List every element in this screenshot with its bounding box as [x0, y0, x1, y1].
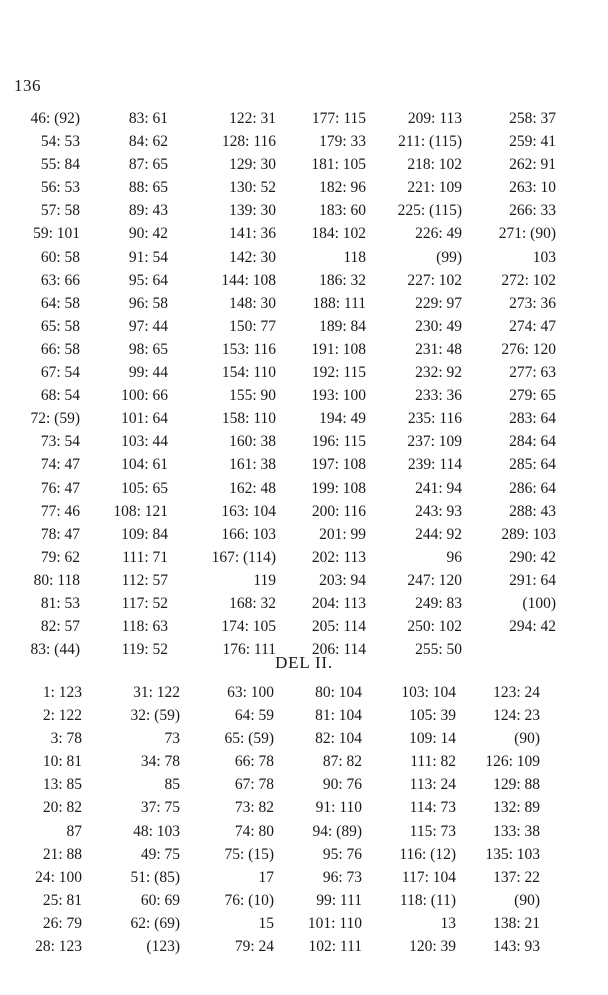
index-entry: 99: 44	[128, 364, 168, 382]
index-entry: 103	[532, 248, 556, 266]
page-number: 136	[14, 76, 41, 95]
index-entry: 284: 64	[509, 433, 556, 451]
index-entry: 82: 104	[315, 730, 362, 748]
index-entry: 118	[343, 248, 366, 266]
index-entry: 197: 108	[311, 456, 366, 474]
index-entry: 189: 84	[319, 317, 366, 335]
index-entry: 183: 60	[319, 202, 366, 220]
index-entry: 188: 111	[312, 294, 366, 312]
index-entry: 101: 110	[307, 914, 362, 932]
index-entry: 80: 118	[33, 571, 80, 589]
index-entry: 111: 71	[122, 548, 168, 566]
index-entry: 124: 23	[493, 707, 540, 725]
index-entry: 113: 24	[409, 776, 456, 794]
index-entry: 91: 54	[128, 248, 168, 266]
index-entry: 274: 47	[509, 317, 556, 335]
index-entry: 73: 54	[40, 433, 80, 451]
index-entry: 120: 39	[409, 938, 456, 956]
index-entry: 137: 22	[493, 868, 540, 886]
index-entry: 77: 46	[40, 502, 80, 520]
index-entry: 89: 43	[128, 202, 168, 220]
index-entry: 226: 49	[415, 225, 462, 243]
index-entry: 95: 64	[128, 271, 168, 289]
index-entry: 277: 63	[509, 364, 556, 382]
index-entry: 249: 83	[415, 594, 462, 612]
index-entry: 100: 66	[121, 387, 168, 405]
index-entry: 59: 101	[33, 225, 80, 243]
index-entry: 262: 91	[509, 156, 556, 174]
index-entry: 266: 33	[509, 202, 556, 220]
index-entry: 201: 99	[319, 525, 366, 543]
index-entry: 118: 63	[121, 618, 168, 636]
index-entry: 209: 113	[407, 110, 462, 127]
index-entry: 138: 21	[493, 914, 540, 932]
index-entry: 116: (12)	[399, 845, 456, 863]
index-entry: 94: (89)	[312, 822, 362, 840]
index-entry: 103: 44	[121, 433, 168, 451]
index-entry: 17	[258, 868, 274, 886]
index-entry: 199: 108	[311, 479, 366, 497]
index-entry: 32: (59)	[130, 707, 180, 725]
index-entry: 272: 102	[501, 271, 556, 289]
index-entry: 49: 75	[140, 845, 180, 863]
index-entry: 95: 76	[322, 845, 362, 863]
index-entry: 62: (69)	[130, 914, 180, 932]
index-entry: 139: 30	[229, 202, 276, 220]
index-entry: 76: (10)	[224, 891, 274, 909]
index-entry: 96: 73	[322, 868, 362, 886]
index-entry: 237: 109	[407, 433, 462, 451]
index-entry: 72: (59)	[30, 410, 80, 428]
index-entry: 104: 61	[121, 456, 168, 474]
index-entry: 205: 114	[311, 618, 366, 636]
index-entry: 154: 110	[221, 364, 276, 382]
index-entry: 271: (90)	[498, 225, 556, 243]
index-entry: (90)	[514, 730, 540, 748]
index-entry: 167: (114)	[211, 548, 276, 566]
index-entry: 91: 110	[315, 799, 362, 817]
index-entry: 1: 123	[42, 684, 82, 701]
index-entry: 129: 30	[229, 156, 276, 174]
index-entry: 196: 115	[311, 433, 366, 451]
index-entry: 163: 104	[221, 502, 276, 520]
index-entry: 48: 103	[133, 822, 180, 840]
index-column-6	[478, 681, 540, 958]
index-entry: 74: 47	[40, 456, 80, 474]
index-entry: 161: 38	[229, 456, 276, 474]
index-entry: 82: 57	[40, 618, 80, 636]
section-heading: DEL II.	[275, 653, 333, 672]
index-entry: 105: 65	[121, 479, 168, 497]
index-entry: 279: 65	[509, 387, 556, 405]
index-entry: 103: 104	[401, 684, 456, 701]
index-column-2	[112, 107, 168, 661]
index-entry: 26: 79	[42, 914, 82, 932]
index-entry: 112: 57	[121, 571, 168, 589]
index-entry: 259: 41	[509, 133, 556, 151]
index-entry: 239: 114	[407, 456, 462, 474]
index-entry: 65: 58	[40, 317, 80, 335]
index-entry: 65: (59)	[224, 730, 274, 748]
index-entry: 56: 53	[40, 179, 80, 197]
index-entry: 225: (115)	[397, 202, 462, 220]
index-entry: 117: 52	[121, 594, 168, 612]
index-column-6	[476, 107, 556, 661]
index-entry: 148: 30	[229, 294, 276, 312]
index-entry: 83: 61	[128, 110, 168, 127]
index-entry: 132: 89	[493, 799, 540, 817]
index-entry: 28: 123	[35, 938, 82, 956]
index-entry: 150: 77	[229, 317, 276, 335]
index-entry: 166: 103	[221, 525, 276, 543]
index-entry: 87	[66, 822, 82, 840]
index-entry: 101: 64	[121, 410, 168, 428]
index-entry: 142: 30	[229, 248, 276, 266]
index-entry: 247: 120	[407, 571, 462, 589]
index-entry: 176: 111	[222, 641, 276, 659]
index-entry: 144: 108	[221, 271, 276, 289]
index-entry: 122: 31	[229, 110, 276, 127]
index-entry: 235: 116	[407, 410, 462, 428]
index-entry: 99: 111	[316, 891, 362, 909]
index-entry: 162: 48	[229, 479, 276, 497]
index-entry: 73: 82	[234, 799, 274, 817]
index-entry: 291: 64	[509, 571, 556, 589]
index-entry: 87: 65	[128, 156, 168, 174]
index-entry: 75: (15)	[224, 845, 274, 863]
index-entry: 88: 65	[128, 179, 168, 197]
index-entry: 31: 122	[133, 684, 180, 701]
index-entry: 123: 24	[493, 684, 540, 701]
index-entry: 250: 102	[407, 618, 462, 636]
index-column-3	[198, 107, 276, 661]
index-entry: 68: 54	[40, 387, 80, 405]
index-entry: 73	[164, 730, 180, 748]
index-entry: 153: 116	[221, 340, 276, 358]
index-entry: 83: (44)	[30, 641, 80, 659]
index-entry: 96: 58	[128, 294, 168, 312]
index-entry: 232: 92	[415, 364, 462, 382]
index-entry: 177: 115	[311, 110, 366, 127]
index-entry: 211: (115)	[398, 133, 462, 151]
index-entry: (99)	[436, 248, 462, 266]
index-entry: 243: 93	[415, 502, 462, 520]
index-column-1	[24, 107, 80, 661]
index-entry: 114: 73	[409, 799, 456, 817]
index-entry: 143: 93	[493, 938, 540, 956]
index-entry: 285: 64	[509, 456, 556, 474]
index-entry: 289: 103	[501, 525, 556, 543]
index-entry: 174: 105	[221, 618, 276, 636]
index-entry: 186: 32	[319, 271, 366, 289]
index-entry: 85	[164, 776, 180, 794]
index-entry: 118: (11)	[399, 891, 456, 909]
index-entry: 90: 42	[128, 225, 168, 243]
index-entry: 263: 10	[509, 179, 556, 197]
index-entry: 168: 32	[229, 594, 276, 612]
index-column-5	[386, 107, 462, 661]
index-column-3	[206, 681, 274, 958]
index-entry: 80: 104	[315, 684, 362, 701]
index-entry: 135: 103	[485, 845, 540, 863]
index-entry: 244: 92	[415, 525, 462, 543]
index-entry: 51: (85)	[130, 868, 180, 886]
index-entry: 221: 109	[407, 179, 462, 197]
index-entry: 108: 121	[113, 502, 168, 520]
index-entry: 206: 114	[311, 641, 366, 659]
index-entry: 63: 100	[227, 684, 274, 701]
index-entry: 57: 58	[40, 202, 80, 220]
index-entry: 60: 69	[140, 891, 180, 909]
index-entry: 202: 113	[311, 548, 366, 566]
index-entry: 294: 42	[509, 618, 556, 636]
index-entry: 81: 104	[315, 707, 362, 725]
index-column-4	[296, 107, 366, 661]
index-entry: 233: 36	[415, 387, 462, 405]
index-entry: 96	[446, 548, 462, 566]
index-entry: 181: 105	[311, 156, 366, 174]
index-entry: 258: 37	[509, 110, 556, 127]
index-entry: 25: 81	[42, 891, 82, 909]
index-entry: 184: 102	[311, 225, 366, 243]
index-entry: 227: 102	[407, 271, 462, 289]
index-column-5	[384, 681, 456, 958]
index-entry: (90)	[514, 891, 540, 909]
index-entry: 21: 88	[42, 845, 82, 863]
index-entry: 67: 54	[40, 364, 80, 382]
index-entry: 76: 47	[40, 479, 80, 497]
index-entry: 200: 116	[311, 502, 366, 520]
index-entry: 119	[253, 571, 276, 589]
index-entry: 160: 38	[229, 433, 276, 451]
index-entry: 141: 36	[229, 225, 276, 243]
index-entry: 64: 59	[234, 707, 274, 725]
index-entry: 79: 24	[234, 938, 274, 956]
index-entry: 67: 78	[234, 776, 274, 794]
index-entry: 54: 53	[40, 133, 80, 151]
index-entry: 97: 44	[128, 317, 168, 335]
index-entry: 111: 82	[410, 753, 456, 771]
index-entry: 63: 66	[40, 271, 80, 289]
index-column-1	[22, 681, 82, 958]
index-entry: 229: 97	[415, 294, 462, 312]
index-entry: 115: 73	[409, 822, 456, 840]
index-entry: 13	[440, 914, 456, 932]
index-entry: 20: 82	[42, 799, 82, 817]
index-entry: 290: 42	[509, 548, 556, 566]
index-entry: 241: 94	[415, 479, 462, 497]
index-entry: 158: 110	[221, 410, 276, 428]
index-entry: 109: 84	[121, 525, 168, 543]
index-entry: 117: 104	[401, 868, 456, 886]
index-entry: 66: 78	[234, 753, 274, 771]
index-entry: 105: 39	[409, 707, 456, 725]
index-entry: 37: 75	[140, 799, 180, 817]
index-entry: 34: 78	[140, 753, 180, 771]
index-entry: 46: (92)	[30, 110, 80, 127]
index-entry: 128: 116	[221, 133, 276, 151]
index-entry: 203: 94	[319, 571, 366, 589]
index-entry: 276: 120	[501, 340, 556, 358]
index-entry: 79: 62	[40, 548, 80, 566]
index-column-4	[296, 681, 362, 958]
index-entry: 102: 111	[308, 938, 362, 956]
index-entry: 155: 90	[229, 387, 276, 405]
index-column-2	[112, 681, 180, 958]
index-entry: 129: 88	[493, 776, 540, 794]
index-entry: 231: 48	[415, 340, 462, 358]
index-entry: 55: 84	[40, 156, 80, 174]
index-entry: 273: 36	[509, 294, 556, 312]
index-entry: 192: 115	[311, 364, 366, 382]
index-entry: 191: 108	[311, 340, 366, 358]
index-entry: 286: 64	[509, 479, 556, 497]
index-entry: 64: 58	[40, 294, 80, 312]
index-entry: 78: 47	[40, 525, 80, 543]
index-entry: 283: 64	[509, 410, 556, 428]
index-entry: 15	[258, 914, 274, 932]
index-entry: 194: 49	[319, 410, 366, 428]
index-entry: 60: 58	[40, 248, 80, 266]
index-entry: 87: 82	[322, 753, 362, 771]
index-entry: 24: 100	[35, 868, 82, 886]
index-entry: 109: 14	[409, 730, 456, 748]
index-entry: 2: 122	[42, 707, 82, 725]
index-entry: (123)	[146, 938, 180, 956]
index-entry: 126: 109	[485, 753, 540, 771]
index-entry: 193: 100	[311, 387, 366, 405]
index-entry: 119: 52	[121, 641, 168, 659]
index-entry: 182: 96	[319, 179, 366, 197]
index-entry: 218: 102	[407, 156, 462, 174]
index-entry: 74: 80	[234, 822, 274, 840]
index-entry: (100)	[522, 594, 556, 612]
index-entry: 10: 81	[42, 753, 82, 771]
index-entry: 133: 38	[493, 822, 540, 840]
index-entry: 230: 49	[415, 317, 462, 335]
index-entry: 179: 33	[319, 133, 366, 151]
index-entry: 3: 78	[50, 730, 82, 748]
index-entry: 90: 76	[322, 776, 362, 794]
index-entry: 130: 52	[229, 179, 276, 197]
index-entry: 288: 43	[509, 502, 556, 520]
index-entry: 84: 62	[128, 133, 168, 151]
index-entry: 204: 113	[311, 594, 366, 612]
index-entry: 98: 65	[128, 340, 168, 358]
index-entry: 66: 58	[40, 340, 80, 358]
index-entry: 13: 85	[42, 776, 82, 794]
index-entry: 81: 53	[40, 594, 80, 612]
index-entry: 255: 50	[415, 641, 462, 659]
